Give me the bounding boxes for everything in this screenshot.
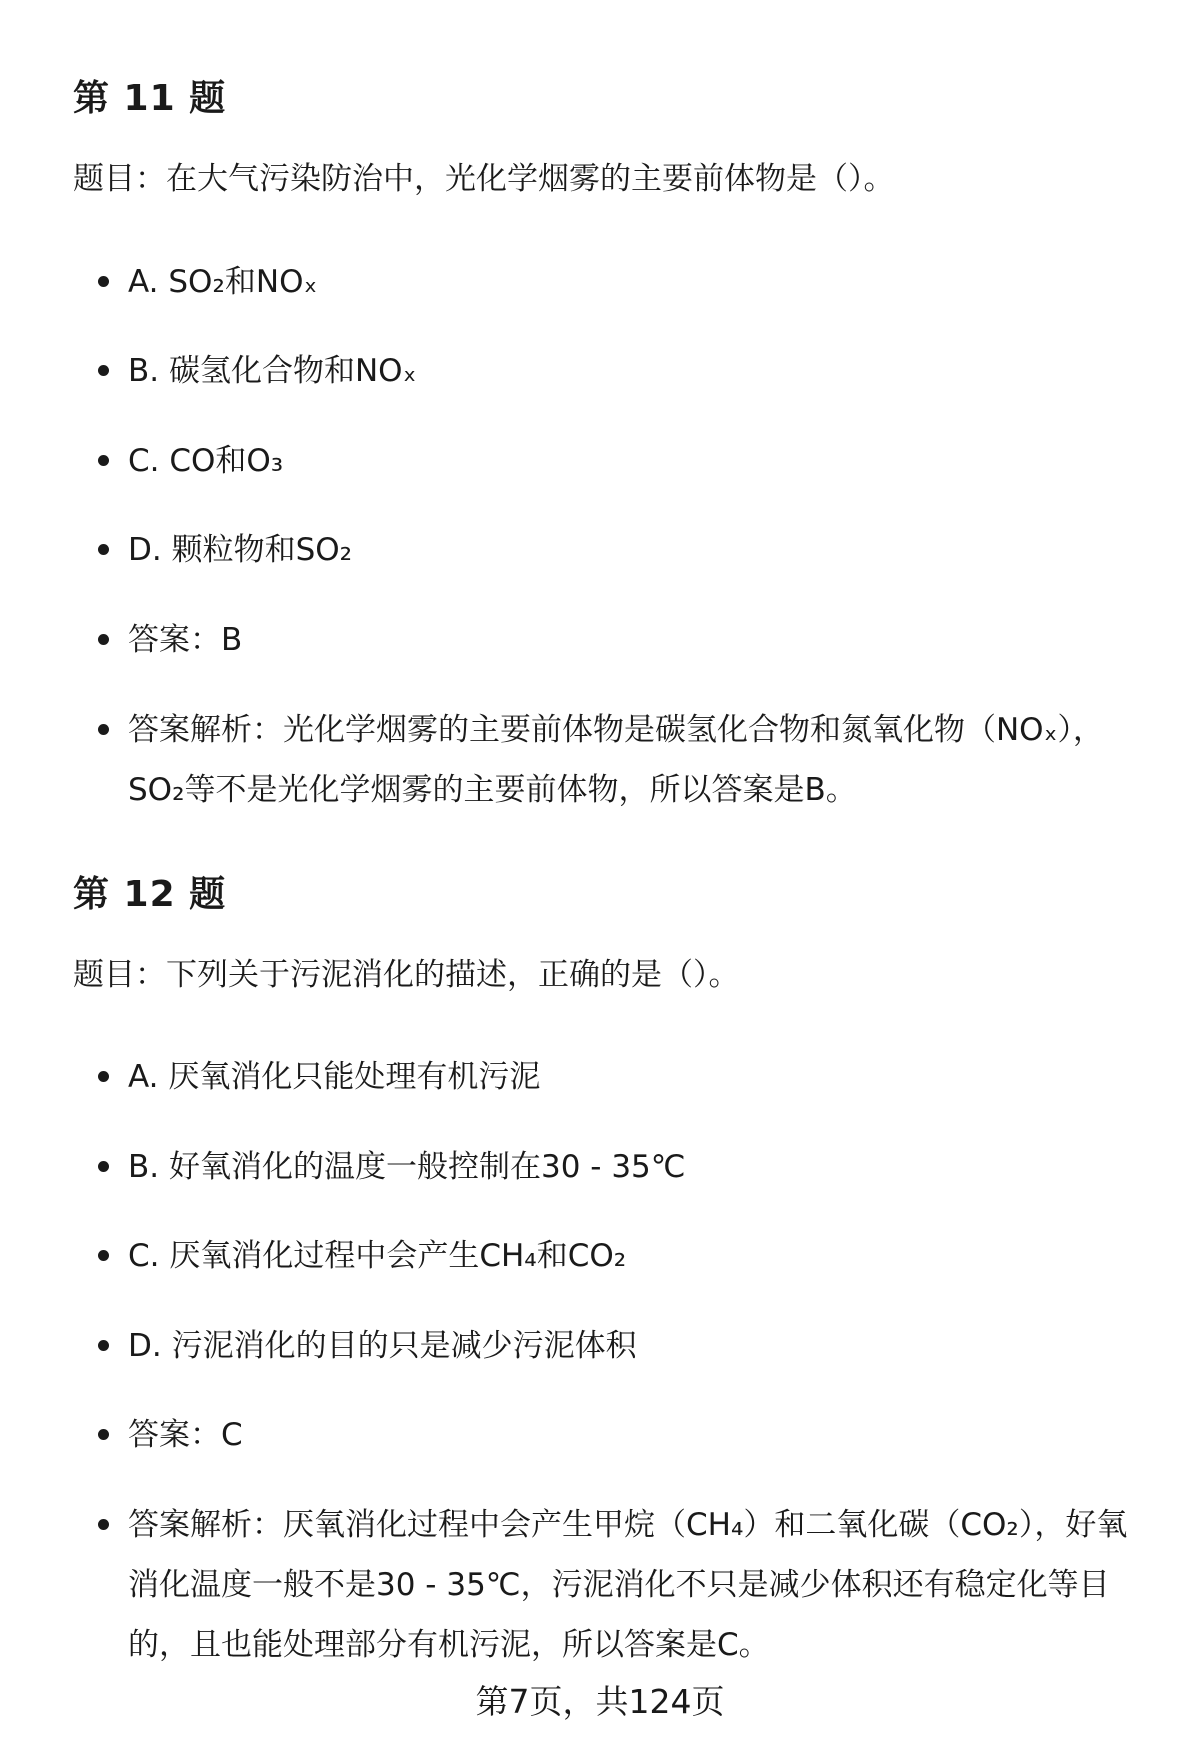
option-d: D. 污泥消化的目的只是减少污泥体积 <box>128 1328 637 1364</box>
bullet-icon <box>98 276 109 287</box>
bullet-icon <box>98 1340 109 1351</box>
bullet-icon <box>98 365 109 376</box>
bullet-icon <box>98 1161 109 1172</box>
question-title: 第 11 题 <box>73 78 227 119</box>
option-d: D. 颗粒物和SO₂ <box>128 532 353 568</box>
page-footer: 第7页，共124页 <box>475 1682 725 1721</box>
bullet-icon <box>98 1071 109 1082</box>
bullet-icon <box>98 634 109 645</box>
bullet-icon <box>98 1519 109 1530</box>
option-a: A. SO₂和NOₓ <box>128 264 318 300</box>
option-b: B. 碳氢化合物和NOₓ <box>128 353 417 389</box>
answer-analysis: 答案解析：厌氧消化过程中会产生甲烷（CH₄）和二氧化碳（CO₂），好氧消化温度一般不是30 - 35℃，污泥消化不只是减少体积还有稳定化等目的，且也能处理部分有机污泥，所以答案是C。 <box>128 1507 1128 1663</box>
option-c: C. CO和O₃ <box>128 443 284 479</box>
question-title: 第 12 题 <box>73 874 227 915</box>
answer: 答案：C <box>128 1417 243 1453</box>
bullet-icon <box>98 1429 109 1440</box>
option-c: C. 厌氧消化过程中会产生CH₄和CO₂ <box>128 1238 627 1274</box>
bullet-icon <box>98 544 109 555</box>
question-stem: 题目：下列关于污泥消化的描述，正确的是（）。 <box>73 957 740 993</box>
option-a: A. 厌氧消化只能处理有机污泥 <box>128 1059 541 1095</box>
bullet-icon <box>98 1250 109 1261</box>
bullet-icon <box>98 455 109 466</box>
answer-analysis: 答案解析：光化学烟雾的主要前体物是碳氢化合物和氮氧化物（NOₓ），SO₂等不是光化学烟雾的主要前体物，所以答案是B。 <box>128 712 1104 808</box>
answer: 答案：B <box>128 622 243 658</box>
option-b: B. 好氧消化的温度一般控制在30 - 35℃ <box>128 1149 686 1185</box>
question-stem: 题目：在大气污染防治中，光化学烟雾的主要前体物是（）。 <box>73 161 895 197</box>
bullet-icon <box>98 724 109 735</box>
